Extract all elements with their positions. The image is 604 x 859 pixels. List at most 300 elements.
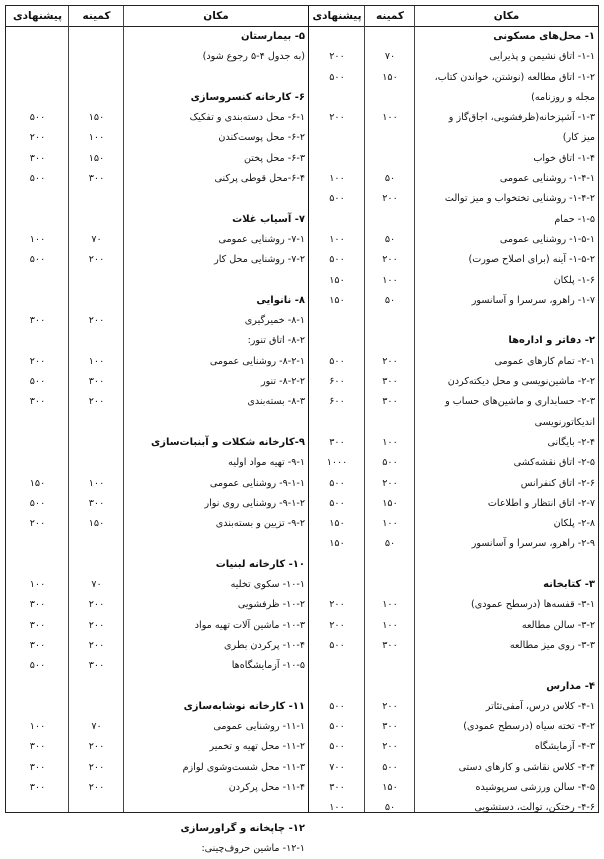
table-row bbox=[309, 616, 598, 636]
min-value-cell: ۵۰۰ bbox=[382, 761, 398, 773]
rec-value-cell bbox=[6, 413, 69, 433]
rec-value-cell: ۱۵۰ bbox=[329, 274, 345, 286]
min-value-cell: ۳۰۰ bbox=[382, 396, 398, 408]
table-row bbox=[5, 88, 308, 108]
table-row bbox=[5, 230, 308, 250]
table-row bbox=[5, 595, 308, 615]
rec-value-cell: ۳۰۰ bbox=[329, 781, 345, 793]
place-cell: ۱-۴-۲- روشنایی تختخواب و میز توالت bbox=[444, 193, 595, 205]
rec-value-cell bbox=[309, 88, 365, 108]
min-value-cell: ۲۰۰ bbox=[88, 761, 105, 773]
place-cell: میز کار) bbox=[562, 132, 595, 144]
table-row bbox=[5, 392, 308, 412]
rec-value-cell: ۳۰۰ bbox=[29, 741, 46, 753]
rec-value-cell bbox=[309, 149, 365, 169]
table-row bbox=[309, 372, 598, 392]
table-row bbox=[5, 149, 308, 169]
place-cell: ۱-۶- پلکان bbox=[553, 274, 595, 286]
min-value-cell: ۳۰۰ bbox=[382, 639, 398, 651]
place-cell: ۸-۲- اتاق تنور: bbox=[247, 335, 305, 347]
place-cell: ۱۰-۱- سکوی تخلیه bbox=[230, 579, 305, 591]
rec-value-cell: ۵۰۰ bbox=[29, 173, 46, 185]
table-row bbox=[309, 636, 598, 656]
rec-value-cell: ۵۰۰ bbox=[329, 741, 345, 753]
table-row bbox=[309, 68, 598, 88]
section-heading: ۷- آسیاب غلات bbox=[232, 213, 305, 225]
rec-value-cell: ۱۰۰ bbox=[29, 233, 46, 245]
table-row bbox=[309, 128, 598, 148]
rec-value-cell: ۶۰۰ bbox=[329, 376, 345, 388]
table-row bbox=[309, 210, 598, 230]
place-cell: ۱-۴- اتاق خواب bbox=[533, 152, 595, 164]
min-value-cell bbox=[69, 189, 124, 209]
min-value-cell: ۲۰۰ bbox=[88, 781, 105, 793]
place-cell: ۴-۱- کلاس درس، آمفی‌تئاتر bbox=[485, 700, 595, 712]
place-cell: (به جدول ۴-۵ رجوع شود) bbox=[202, 51, 305, 63]
table-row bbox=[5, 189, 308, 209]
table-row bbox=[5, 372, 308, 392]
min-value-cell bbox=[69, 210, 124, 230]
min-value-cell: ۳۰۰ bbox=[88, 660, 105, 672]
min-value-cell bbox=[69, 433, 124, 453]
place-cell: ۸-۲-۱- روشنایی عمومی bbox=[209, 355, 305, 367]
header-place-left: مکان bbox=[203, 10, 229, 22]
rec-value-cell: ۲۰۰ bbox=[329, 51, 345, 63]
table-row bbox=[309, 595, 598, 615]
place-cell: ۲-۳- حسابداری و ماشین‌های حساب و bbox=[445, 396, 595, 408]
min-value-cell: ۷۰ bbox=[91, 721, 102, 733]
table-row bbox=[309, 331, 598, 351]
rec-value-cell: ۵۰۰ bbox=[29, 660, 46, 672]
place-cell: ۳-۱- قفسه‌ها (درسطح عمودی) bbox=[470, 599, 595, 611]
table-row bbox=[309, 271, 598, 291]
rec-value-cell: ۲۰۰ bbox=[329, 599, 345, 611]
place-cell bbox=[124, 798, 308, 818]
table-row bbox=[5, 677, 308, 697]
table-row bbox=[309, 697, 598, 717]
table-row bbox=[309, 798, 598, 818]
place-cell: ۱-۵- حمام bbox=[554, 213, 595, 225]
rec-value-cell: ۳۰۰ bbox=[29, 639, 46, 651]
place-cell: ۱-۷- راهرو، سرسرا و آسانسور bbox=[471, 294, 595, 306]
min-value-cell bbox=[365, 656, 415, 676]
table-row bbox=[309, 737, 598, 757]
min-value-cell bbox=[365, 311, 415, 331]
min-value-cell bbox=[69, 413, 124, 433]
rec-value-cell bbox=[6, 331, 69, 351]
place-cell bbox=[415, 311, 598, 331]
rec-value-cell: ۲۰۰ bbox=[29, 355, 46, 367]
rec-value-cell bbox=[6, 798, 69, 818]
rec-value-cell: ۱۰۰ bbox=[29, 721, 46, 733]
place-cell: ۹-۱-۲- روشنایی روی نوار bbox=[204, 497, 305, 509]
min-value-cell bbox=[365, 128, 415, 148]
rec-value-cell: ۲۰۰ bbox=[29, 518, 46, 530]
rec-value-cell: ۳۰۰ bbox=[29, 619, 46, 631]
rec-value-cell: ۵۰۰ bbox=[329, 193, 345, 205]
rec-value-cell: ۵۰۰ bbox=[329, 721, 345, 733]
table-row bbox=[5, 758, 308, 778]
table-row bbox=[309, 169, 598, 189]
min-value-cell: ۱۰۰ bbox=[382, 518, 398, 530]
place-cell: ۳-۳- روی میز مطالعه bbox=[509, 639, 595, 651]
min-value-cell bbox=[365, 413, 415, 433]
table-row bbox=[309, 392, 598, 412]
min-value-cell bbox=[69, 291, 124, 311]
min-value-cell bbox=[69, 331, 124, 351]
rec-value-cell bbox=[309, 311, 365, 331]
rec-value-cell: ۵۰۰ bbox=[29, 112, 46, 124]
table-row bbox=[5, 514, 308, 534]
place-cell: ۱-۵-۲- آینه (برای اصلاح صورت) bbox=[468, 254, 595, 266]
rec-value-cell bbox=[309, 128, 365, 148]
table-row bbox=[5, 128, 308, 148]
rec-value-cell bbox=[6, 453, 69, 473]
table-row bbox=[5, 636, 308, 656]
place-cell bbox=[124, 677, 308, 697]
table-row bbox=[5, 737, 308, 757]
place-cell bbox=[415, 555, 598, 575]
rec-value-cell: ۷۰۰ bbox=[329, 761, 345, 773]
rec-value-cell: ۵۰۰ bbox=[329, 477, 345, 489]
table-row bbox=[5, 778, 308, 798]
place-cell: ۲-۴- بایگانی bbox=[547, 436, 595, 448]
table-row bbox=[309, 778, 598, 798]
table-row bbox=[5, 839, 308, 859]
min-value-cell: ۲۰۰ bbox=[382, 254, 398, 266]
min-value-cell: ۲۰۰ bbox=[382, 700, 398, 712]
table-row bbox=[5, 453, 308, 473]
table-row bbox=[5, 210, 308, 230]
table-row bbox=[309, 534, 598, 554]
place-cell: ۲-۱- تمام کارهای عمومی bbox=[494, 355, 595, 367]
section-heading: ۲- دفاتر و اداره‌ها bbox=[508, 335, 595, 347]
place-cell: ۱۰-۵- آزمایشگاه‌ها bbox=[231, 660, 305, 672]
min-value-cell bbox=[69, 88, 124, 108]
place-cell: ۲-۸- پلکان bbox=[553, 518, 595, 530]
rec-value-cell: ۱۰۰ bbox=[329, 802, 345, 814]
table-row bbox=[5, 656, 308, 676]
min-value-cell: ۷۰ bbox=[384, 51, 396, 63]
rec-value-cell: ۱۰۰ bbox=[329, 173, 345, 185]
table-row bbox=[309, 311, 598, 331]
place-cell: ۴-۶- رختکن، توالت، دستشویی bbox=[474, 802, 595, 814]
min-value-cell bbox=[365, 149, 415, 169]
table-row bbox=[309, 656, 598, 676]
min-value-cell: ۱۰۰ bbox=[382, 112, 398, 124]
header-place-right: مکان bbox=[493, 10, 520, 22]
table-row bbox=[309, 352, 598, 372]
table-row bbox=[309, 717, 598, 737]
rec-value-cell: ۱۰۰ bbox=[29, 579, 46, 591]
section-heading: ۱۲- چاپخانه و گراورسازی bbox=[180, 822, 305, 834]
place-cell: ۱۱-۳- محل شست‌وشوی لوازم bbox=[182, 761, 305, 773]
place-cell: مجله و روزنامه) bbox=[531, 91, 595, 103]
table-row bbox=[5, 798, 308, 818]
rec-value-cell bbox=[6, 697, 69, 717]
table-row bbox=[309, 250, 598, 270]
rec-value-cell: ۳۰۰ bbox=[29, 761, 46, 773]
min-value-cell: ۲۰۰ bbox=[382, 193, 398, 205]
rec-value-cell bbox=[6, 68, 69, 88]
min-value-cell bbox=[365, 210, 415, 230]
place-cell: ۶-۱- محل دسته‌بندی و تفکیک bbox=[189, 112, 305, 124]
table-row bbox=[309, 575, 598, 595]
min-value-cell: ۱۵۰ bbox=[382, 497, 398, 509]
rec-value-cell: ۵۰۰ bbox=[329, 254, 345, 266]
min-value-cell bbox=[69, 271, 124, 291]
header-rec-left: پیشنهادی bbox=[12, 10, 63, 22]
table-row bbox=[5, 311, 308, 331]
place-cell: ۶-۲- محل پوست‌کندن bbox=[218, 132, 305, 144]
table-row bbox=[5, 169, 308, 189]
place-cell: ۱-۵-۱- روشنایی عمومی bbox=[499, 233, 595, 245]
min-value-cell: ۱۵۰ bbox=[88, 112, 105, 124]
section-heading: ۹-کارخانه شکلات و آبنبات‌سازی bbox=[151, 436, 305, 448]
rec-value-cell bbox=[6, 534, 69, 554]
rec-value-cell: ۵۰۰ bbox=[329, 497, 345, 509]
header-min-right: کمینه bbox=[375, 10, 405, 22]
place-cell: ۱۱-۱- روشنایی عمومی bbox=[213, 721, 305, 733]
place-cell: ۱-۳- آشپزخانه(ظرفشویی، اجاق‌گاز و bbox=[448, 112, 595, 124]
table-row bbox=[309, 291, 598, 311]
right-column bbox=[309, 27, 598, 819]
min-value-cell: ۱۰۰ bbox=[88, 355, 105, 367]
rec-value-cell bbox=[6, 271, 69, 291]
min-value-cell bbox=[365, 27, 415, 47]
min-value-cell: ۳۰۰ bbox=[382, 721, 398, 733]
table-row bbox=[5, 108, 308, 128]
min-value-cell: ۵۰ bbox=[384, 802, 396, 814]
place-cell: ۱۲-۱- ماشین حروف‌چینی: bbox=[201, 842, 305, 854]
place-cell: ۲-۶- اتاق کنفرانس bbox=[520, 477, 595, 489]
min-value-cell: ۱۵۰ bbox=[88, 152, 105, 164]
table-row bbox=[309, 494, 598, 514]
rec-value-cell: ۱۵۰ bbox=[329, 518, 345, 530]
min-value-cell: ۱۰۰ bbox=[382, 619, 398, 631]
header-min-left: کمینه bbox=[82, 10, 111, 22]
place-cell: ۸-۳- بسته‌بندی bbox=[247, 396, 305, 408]
table-row bbox=[309, 230, 598, 250]
min-value-cell: ۲۰۰ bbox=[382, 355, 398, 367]
rec-value-cell bbox=[6, 291, 69, 311]
place-cell: ۴-۴- کلاس نقاشی و کارهای دستی bbox=[458, 761, 595, 773]
table-row bbox=[5, 474, 308, 494]
rec-value-cell bbox=[309, 210, 365, 230]
rec-value-cell: ۳۰۰ bbox=[29, 781, 46, 793]
table-row bbox=[5, 291, 308, 311]
min-value-cell: ۱۵۰ bbox=[382, 71, 398, 83]
place-cell: ۱-۲- اتاق مطالعه (نوشتن، خواندن کتاب، bbox=[434, 71, 595, 83]
section-heading: ۴- مدارس bbox=[546, 680, 595, 692]
section-heading: ۱- محل‌های مسکونی bbox=[493, 31, 595, 42]
min-value-cell: ۵۰ bbox=[384, 294, 396, 306]
section-heading: ۸- نانوایی bbox=[256, 294, 305, 306]
table-row bbox=[309, 433, 598, 453]
min-value-cell: ۱۰۰ bbox=[88, 132, 105, 144]
place-cell: ۸-۲-۲- تنور bbox=[260, 376, 305, 388]
table-row bbox=[309, 88, 598, 108]
place-cell: ۱-۴-۱- روشنایی عمومی bbox=[499, 173, 595, 185]
rec-value-cell: ۶۰۰ bbox=[329, 396, 345, 408]
min-value-cell bbox=[365, 555, 415, 575]
min-value-cell: ۱۰۰ bbox=[382, 599, 398, 611]
section-heading: ۵- بیمارستان bbox=[241, 31, 305, 42]
min-value-cell: ۲۰۰ bbox=[88, 639, 105, 651]
table-row bbox=[5, 271, 308, 291]
place-cell: ۶-۴-محل قوطی پرکنی bbox=[214, 173, 305, 185]
min-value-cell: ۱۰۰ bbox=[382, 274, 398, 286]
table-row bbox=[5, 616, 308, 636]
rec-value-cell: ۱۵۰ bbox=[329, 538, 345, 550]
rec-value-cell: ۵۰۰ bbox=[329, 355, 345, 367]
table-row bbox=[5, 27, 308, 47]
place-cell: ۹-۱-۱- روشنایی عمومی bbox=[209, 477, 305, 489]
section-heading: ۶- کارخانه کنسروسازی bbox=[190, 91, 305, 103]
rec-value-cell bbox=[6, 839, 69, 859]
rec-value-cell bbox=[309, 555, 365, 575]
rec-value-cell: ۲۰۰ bbox=[329, 112, 345, 124]
min-value-cell bbox=[69, 27, 124, 47]
place-cell bbox=[124, 413, 308, 433]
place-cell bbox=[124, 189, 308, 209]
min-value-cell bbox=[69, 839, 124, 859]
rec-value-cell: ۵۰۰ bbox=[29, 497, 46, 509]
rec-value-cell bbox=[309, 413, 365, 433]
table-row bbox=[309, 47, 598, 67]
min-value-cell bbox=[69, 453, 124, 473]
min-value-cell: ۵۰ bbox=[384, 538, 396, 550]
min-value-cell bbox=[365, 677, 415, 697]
table-row bbox=[5, 352, 308, 372]
place-cell: ۸-۱- خمیرگیری bbox=[244, 315, 305, 327]
illuminance-table bbox=[5, 5, 599, 854]
table-row bbox=[309, 758, 598, 778]
rec-value-cell: ۳۰۰ bbox=[29, 315, 46, 327]
rec-value-cell: ۱۵۰ bbox=[29, 477, 46, 489]
place-cell: ۱۱-۲- محل تهیه و تخمیر bbox=[209, 741, 305, 753]
min-value-cell bbox=[365, 575, 415, 595]
table-row bbox=[309, 108, 598, 128]
rec-value-cell bbox=[6, 819, 69, 839]
min-value-cell: ۱۵۰ bbox=[88, 518, 105, 530]
min-value-cell: ۳۰۰ bbox=[88, 497, 105, 509]
rec-value-cell bbox=[6, 433, 69, 453]
table-row bbox=[5, 534, 308, 554]
place-cell bbox=[124, 534, 308, 554]
min-value-cell: ۱۵۰ bbox=[382, 781, 398, 793]
place-cell: ۲-۹- راهرو، سرسرا و آسانسور bbox=[471, 538, 595, 550]
place-cell: ۲-۷- اتاق انتظار و اطلاعات bbox=[487, 497, 595, 509]
place-cell: ۱-۱- اتاق نشیمن و پذیرایی bbox=[489, 51, 595, 63]
rec-value-cell bbox=[6, 88, 69, 108]
table-row bbox=[5, 47, 308, 67]
place-cell: ۷-۲- روشنایی محل کار bbox=[214, 254, 305, 266]
rec-value-cell bbox=[6, 27, 69, 47]
table-row bbox=[5, 717, 308, 737]
table-row bbox=[309, 677, 598, 697]
rec-value-cell: ۳۰۰ bbox=[29, 396, 46, 408]
rec-value-cell: ۱۵۰ bbox=[329, 294, 345, 306]
min-value-cell: ۲۰۰ bbox=[88, 254, 105, 266]
min-value-cell bbox=[69, 555, 124, 575]
section-heading: ۳- کتابخانه bbox=[543, 579, 595, 591]
table-row bbox=[5, 331, 308, 351]
table-row bbox=[5, 433, 308, 453]
min-value-cell: ۵۰۰ bbox=[382, 457, 398, 469]
min-value-cell: ۳۰۰ bbox=[88, 173, 105, 185]
table-row bbox=[5, 413, 308, 433]
place-cell: ۳-۲- سالن مطالعه bbox=[521, 619, 595, 631]
min-value-cell bbox=[69, 68, 124, 88]
min-value-cell: ۲۰۰ bbox=[382, 741, 398, 753]
min-value-cell: ۲۰۰ bbox=[88, 741, 105, 753]
min-value-cell: ۳۰۰ bbox=[382, 376, 398, 388]
section-heading: ۱۰- کارخانه لبنیات bbox=[215, 558, 305, 570]
rec-value-cell bbox=[309, 575, 365, 595]
min-value-cell: ۲۰۰ bbox=[88, 315, 105, 327]
rec-value-cell: ۲۰۰ bbox=[329, 619, 345, 631]
table-row bbox=[309, 514, 598, 534]
place-cell: ۱۰-۴- پرکردن بطری bbox=[224, 639, 305, 651]
min-value-cell: ۲۰۰ bbox=[382, 477, 398, 489]
min-value-cell bbox=[69, 819, 124, 839]
place-cell: ۱۰-۲- ظرفشویی bbox=[237, 599, 305, 611]
place-cell: ۴-۲- تخته سیاه (درسطح عمودی) bbox=[463, 721, 595, 733]
place-cell: ۲-۲- ماشین‌نویسی و محل دیکته‌کردن bbox=[447, 376, 595, 388]
place-cell: ۴-۳- آزمایشگاه bbox=[534, 741, 595, 753]
table-row bbox=[5, 494, 308, 514]
min-value-cell: ۷۰ bbox=[91, 233, 102, 245]
table-row bbox=[309, 149, 598, 169]
place-cell bbox=[124, 68, 308, 88]
min-value-cell bbox=[69, 677, 124, 697]
place-cell: ۶-۳- محل پختن bbox=[243, 152, 305, 164]
place-cell: ۱۰-۳- ماشین آلات تهیه مواد bbox=[194, 619, 305, 631]
min-value-cell bbox=[69, 798, 124, 818]
min-value-cell bbox=[69, 47, 124, 67]
place-cell bbox=[124, 271, 308, 291]
table-row bbox=[309, 453, 598, 473]
table-row bbox=[5, 697, 308, 717]
min-value-cell: ۳۰۰ bbox=[88, 376, 105, 388]
place-cell: ۲-۵- اتاق نقشه‌کشی bbox=[513, 457, 595, 469]
min-value-cell bbox=[69, 697, 124, 717]
rec-value-cell bbox=[6, 210, 69, 230]
table-row bbox=[5, 575, 308, 595]
table-row bbox=[5, 68, 308, 88]
rec-value-cell: ۵۰۰ bbox=[329, 71, 345, 83]
rec-value-cell: ۵۰۰ bbox=[29, 376, 46, 388]
rec-value-cell bbox=[6, 677, 69, 697]
place-cell: ۹-۲- تزیین و بسته‌بندی bbox=[215, 518, 305, 530]
rec-value-cell: ۱۰۰۰ bbox=[326, 457, 348, 469]
rec-value-cell: ۳۰۰ bbox=[29, 599, 46, 611]
table-row bbox=[5, 250, 308, 270]
min-value-cell: ۱۰۰ bbox=[88, 477, 105, 489]
table-row bbox=[309, 555, 598, 575]
table-row bbox=[309, 474, 598, 494]
place-cell: ۱۱-۴- محل پرکردن bbox=[228, 781, 305, 793]
rec-value-cell: ۵۰۰ bbox=[329, 700, 345, 712]
min-value-cell: ۱۰۰ bbox=[382, 436, 398, 448]
place-cell: اندیکاتورنویسی bbox=[534, 416, 595, 428]
min-value-cell: ۵۰ bbox=[384, 233, 396, 245]
min-value-cell bbox=[365, 88, 415, 108]
rec-value-cell: ۳۰۰ bbox=[29, 152, 46, 164]
table-row bbox=[5, 555, 308, 575]
min-value-cell bbox=[69, 534, 124, 554]
